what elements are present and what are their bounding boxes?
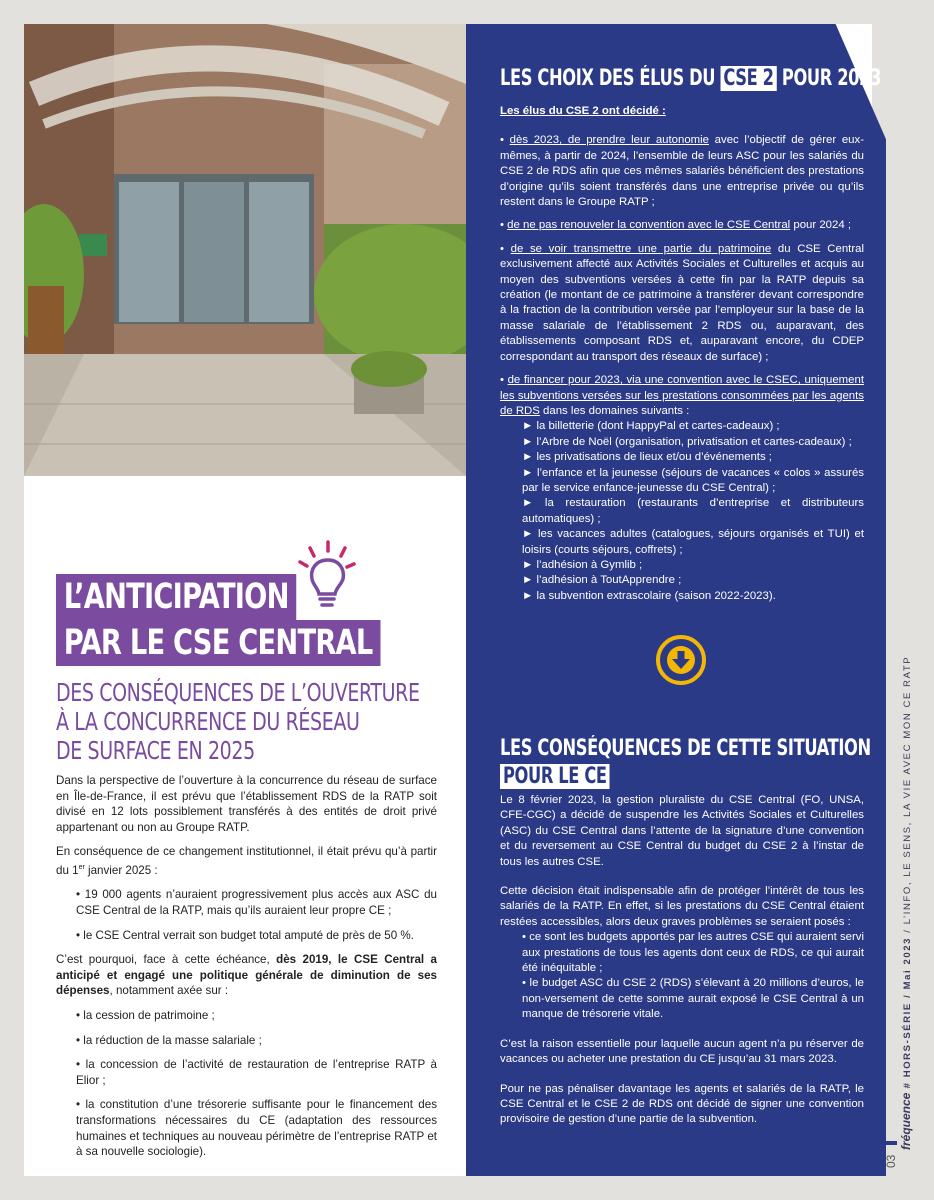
paragraph: C’est pourquoi, face à cette échéance, dès 2019, le CSE Central a anticipé et engagé une politique générale de diminution de ses dépenses, notamment axée sur : <box>56 953 437 998</box>
paragraph: Le 8 février 2023, la gestion pluraliste du CSE Central (FO, UNSA, CFE-CGC) a décidé de suspendre les Activités Sociales et Culturelles (ASC) du CSE Central dans l’attente de la signature d’une convention et du reversement au CSE Central du budget du CSE 2 à l’instar de tous les autres CSE. <box>500 794 864 868</box>
paragraph: En conséquence de ce changement institutionnel, il était prévu qu’à partir du 1er janvier 2025 : <box>56 845 437 877</box>
consequences-text <box>500 793 864 1142</box>
domain-item: ► la restauration (restaurants d’entreprise et distributeurs automatiques) ; <box>522 497 864 525</box>
domain-item: ► l’adhésion à ToutApprendre ; <box>522 574 682 587</box>
choices-text <box>500 104 864 604</box>
bullet-item: • la réduction de la masse salariale ; <box>76 1033 262 1047</box>
page-number: 03 <box>884 1154 898 1168</box>
paragraph: C’est la raison essentielle pour laquelle aucun agent n’a pu réserver de vacances ou acheter une prestation du CE jusqu’au 31 mars 2023. <box>500 1037 864 1066</box>
right-heading-1: LES CHOIX DES ÉLUS DU CSE 2 POUR 2023 <box>500 66 882 91</box>
lightbulb-icon <box>288 538 362 612</box>
choice-item: • dès 2023, de prendre leur autonomie avec l’objectif de gérer eux-mêmes, à partir de 2024, l’ensemble de leurs ASC pour les salariés du CSE 2 de RDS afin que ces mêmes salariés bénéficient des prestations d’origine qu’ils soient transférés dans une entreprise privée ou qu’ils restent dans le Groupe RATP ; <box>500 134 864 209</box>
paragraph: Cette décision était indispensable afin de protéger l’intérêt de tous les salariés de la RATP. En effet, si les prestations du CSE Central étaient restées accessibles, alors deux graves problèmes se seraient posés : <box>500 885 864 928</box>
right-heading-2-highlight: POUR LE CE <box>500 764 610 789</box>
magazine-brand: fréquence <box>899 1092 913 1150</box>
domain-item: ► l’adhésion à Gymlib ; <box>522 558 643 571</box>
domain-item: ► les privatisations de lieux et/ou d’événements ; <box>522 451 772 464</box>
footer-divider <box>883 1141 897 1145</box>
bullet-item: • ce sont les budgets apportés par les autres CSE qui auraient servi aux prestations de tous les agents dont ceux de RDS, ce qui aurait été inéquitable ; <box>522 931 864 975</box>
bullet-item: • la concession de l’activité de restauration de l’entreprise RATP à Elior ; <box>76 1058 437 1087</box>
domain-item: ► la subvention extrascolaire (saison 2022-2023). <box>522 589 776 602</box>
domain-item: ► la billetterie (dont HappyPal et cartes-cadeaux) ; <box>522 420 780 433</box>
building-entrance-photo <box>24 24 466 476</box>
domain-item: ► les vacances adultes (catalogues, séjours organisés et TUI) et loisirs (courts séjours, coffrets) ; <box>522 528 864 556</box>
subtitle-line3: DE SURFACE EN 2025 <box>56 736 255 765</box>
domain-item: ► l’enfance et la jeunesse (séjours de vacances « colos » assurés par le service enfance-jeunesse du CSE Central) ; <box>522 466 864 494</box>
bullet-item: • 19 000 agents n’auraient progressivement plus accès aux ASC du CSE Central de la RATP, mais qu’ils auraient leur propre CE ; <box>76 888 437 918</box>
section-title-line2: PAR LE CSE CENTRAL <box>56 620 380 666</box>
tagline: / L’INFO, LE SENS, LA VIE AVEC MON CE RATP <box>902 655 913 938</box>
bullet-item: • la cession de patrimoine ; <box>76 1008 215 1022</box>
choice-item: • de ne pas renouveler la convention avec le CSE Central pour 2024 ; <box>500 219 851 232</box>
paragraph: Pour ne pas pénaliser davantage les agents et salariés de la RATP, le CSE Central et le CSE 2 de RDS ont décidé de signer une convention provisoire de gestion d’une partie de la subvention. <box>500 1082 864 1126</box>
subtitle-line2: À LA CONCURRENCE DU RÉSEAU <box>56 707 360 736</box>
choice-item: • de financer pour 2023, via une convention avec le CSEC, uniquement les subventions versées sur les prestations consommées par les agents de RDS dans les domaines suivants : <box>500 374 864 417</box>
section-title-line1: L’ANTICIPATION <box>56 574 296 620</box>
paragraph: Dans la perspective de l’ouverture à la concurrence du réseau de surface en Île-de-France, il est prévu que l’établissement RDS de la RATP soit divisé en 12 lots possiblement transférés à des entités de droit privé appartenant ou non au Groupe RATP. <box>56 774 437 834</box>
bullet-item: • la constitution d’une trésorerie suffisante pour le financement des transformations nécessaires du CE (adaptation des ressources humaines et techniques au nouveau périmètre de l’entreprise RATP et à sa nouvelle sociologie). <box>76 1098 437 1159</box>
issue-label: HORS-SÉRIE / Mai 2023 <box>902 937 913 1078</box>
heading-highlight: CSE 2 <box>720 66 776 91</box>
choice-item: • de se voir transmettre une partie du patrimoine du CSE Central exclusivement affecté aux Activités Sociales et Culturelles et acquis au moyen des subventions versées à cette fin par la RATP depuis sa création (le montant de ce patrimoine à transférer devant correspondre à la fraction de la contribution versée par l’employeur sur la base de la masse salariale de l’établissement 2 RDS ou, auparavant, des établissements composant RDS et, auparavant encore, du CDEP correspondant au transport des réseaux de surface) ; <box>500 242 864 363</box>
bullet-item: • le CSE Central verrait son budget total amputé de près de 50 %. <box>76 928 414 942</box>
subtitle-line1: DES CONSÉQUENCES DE L’OUVERTURE <box>56 678 420 707</box>
running-footer: fréquence # HORS-SÉRIE / Mai 2023 / L’INFO, LE SENS, LA VIE AVEC MON CE RATP <box>899 655 913 1150</box>
right-heading-2: LES CONSÉQUENCES DE CETTE SITUATION <box>500 736 871 761</box>
arrow-down-icon <box>656 635 706 685</box>
domain-item: ► l’Arbre de Noël (organisation, privatisation et cartes-cadeaux) ; <box>522 435 852 448</box>
section-subtitle <box>56 678 456 765</box>
left-body-text <box>56 773 437 1169</box>
bullet-item: • le budget ASC du CSE 2 (RDS) s’élevant à 20 millions d’euros, le non-versement de cette somme aurait exposé le CSE Central à un manque de trésorerie vitale. <box>522 977 864 1021</box>
lead-text: Les élus du CSE 2 ont décidé : <box>500 105 666 117</box>
